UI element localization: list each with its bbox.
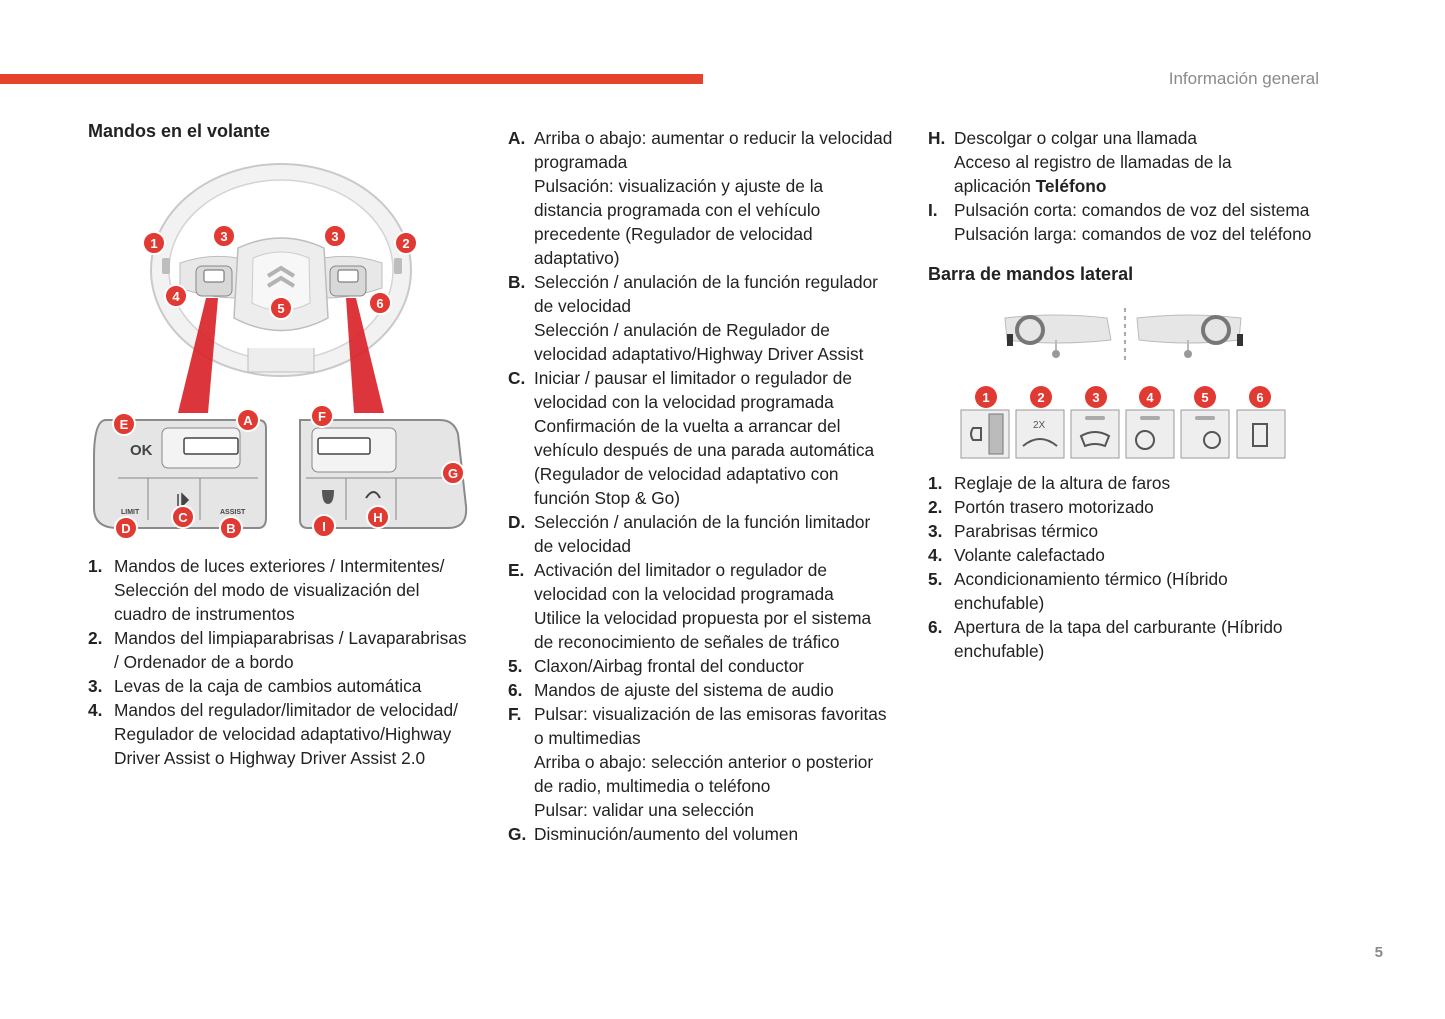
right-top-list <box>928 126 1348 246</box>
svg-text:2X: 2X <box>1033 420 1046 431</box>
list-item: A. Arriba o abajo: aumentar o reducir la velocidad programada Pulsación: visualización y ajuste de la distancia programada con el vehículo precedente (Regulador de velocidad adaptativo) <box>508 128 893 268</box>
svg-text:I: I <box>322 519 326 534</box>
steering-wheel-diagram <box>88 158 478 548</box>
svg-text:D: D <box>121 521 131 536</box>
right-legend-list <box>928 471 1348 663</box>
list-item: 1. Mandos de luces exteriores / Intermitentes/ Selección del modo de visualización del cuadro de instrumentos <box>88 556 445 624</box>
svg-text:ASSIST: ASSIST <box>220 509 246 516</box>
list-item: 4. Mandos del regulador/limitador de velocidad/ Regulador de velocidad adaptativo/Highway Driver Assist o Highway Driver Assist 2.0 <box>88 700 458 768</box>
svg-text:4: 4 <box>1146 390 1154 405</box>
svg-text:B: B <box>226 521 236 536</box>
list-item: F. Pulsar: visualización de las emisoras favoritas o multimedias Arriba o abajo: selección anterior o posterior de radio, multimedia o teléfono Pulsar: validar una selección <box>508 704 887 820</box>
list-item: 6. Apertura de la tapa del carburante (Híbrido enchufable) <box>928 617 1283 661</box>
list-item: D. Selección / anulación de la función limitador de velocidad <box>508 512 871 556</box>
list-item: 6. Mandos de ajuste del sistema de audio <box>508 680 834 700</box>
list-item: E. Activación del limitador o regulador de velocidad con la velocidad programada Utilice la velocidad propuesta por el sistema de reconocimiento de señales de tráfico <box>508 560 872 652</box>
list-item: 4. Volante calefactado <box>928 545 1105 565</box>
list-item: 1. Reglaje de la altura de faros <box>928 473 1171 493</box>
section-title: Información general <box>1168 69 1319 88</box>
svg-text:A: A <box>243 413 253 428</box>
svg-text:1: 1 <box>150 236 158 251</box>
list-item: G. Disminución/aumento del volumen <box>508 824 799 844</box>
list-item: 3. Levas de la caja de cambios automática <box>88 676 422 696</box>
svg-text:C: C <box>178 510 188 525</box>
list-item: H. Descolgar o colgar una llamada Acceso al registro de llamadas de la aplicación Teléfono <box>928 128 1232 196</box>
list-item: 5. Acondicionamiento térmico (Híbrido enchufable) <box>928 569 1228 613</box>
header-accent-bar <box>0 74 703 84</box>
side-button-2 <box>1016 410 1064 458</box>
svg-text:5: 5 <box>277 301 285 316</box>
list-item: B. Selección / anulación de la función regulador de velocidad Selección / anulación de Regulador de velocidad adaptativo/Highway Driver Assist <box>508 272 878 364</box>
svg-text:G: G <box>447 466 459 481</box>
svg-text:1: 1 <box>982 390 990 405</box>
side-button-4 <box>1126 410 1174 458</box>
side-button-6 <box>1237 410 1285 458</box>
side-controls-title: Barra de mandos lateral <box>928 264 1134 284</box>
svg-text:5: 5 <box>1201 390 1209 405</box>
side-button-1 <box>961 410 1009 458</box>
svg-text:H: H <box>373 510 383 525</box>
svg-text:3: 3 <box>331 229 339 244</box>
svg-text:3: 3 <box>1092 390 1100 405</box>
svg-text:2: 2 <box>1037 390 1045 405</box>
side-controls-diagram <box>955 300 1295 465</box>
list-item: 5. Claxon/Airbag frontal del conductor <box>508 656 804 676</box>
list-item: 3. Parabrisas térmico <box>928 521 1099 541</box>
list-item: I. Pulsación corta: comandos de voz del sistema Pulsación larga: comandos de voz del teléfono <box>928 200 1312 244</box>
middle-legend-list <box>508 126 908 846</box>
svg-text:4: 4 <box>172 289 180 304</box>
list-item: 2. Mandos del limpiaparabrisas / Lavaparabrisas / Ordenador de a bordo <box>88 628 467 672</box>
list-item: C. Iniciar / pausar el limitador o regulador de velocidad con la velocidad programada Confirmación de la vuelta a arrancar del vehículo después de una parada automática (Regulador de velocidad adaptativo con función Stop & Go) <box>508 368 875 508</box>
svg-text:6: 6 <box>1256 390 1264 405</box>
svg-text:LIMIT: LIMIT <box>121 509 140 516</box>
side-button-5 <box>1181 410 1229 458</box>
left-legend-list <box>88 554 488 770</box>
page-number: 5 <box>1374 944 1383 961</box>
svg-text:3: 3 <box>220 229 228 244</box>
svg-text:F: F <box>318 409 326 424</box>
svg-text:OK: OK <box>130 442 153 459</box>
svg-text:6: 6 <box>376 296 384 311</box>
svg-text:E: E <box>119 417 129 432</box>
list-item: 2. Portón trasero motorizado <box>928 497 1154 517</box>
svg-text:2: 2 <box>402 236 410 251</box>
side-button-3 <box>1071 410 1119 458</box>
steering-controls-title: Mandos en el volante <box>88 121 271 141</box>
